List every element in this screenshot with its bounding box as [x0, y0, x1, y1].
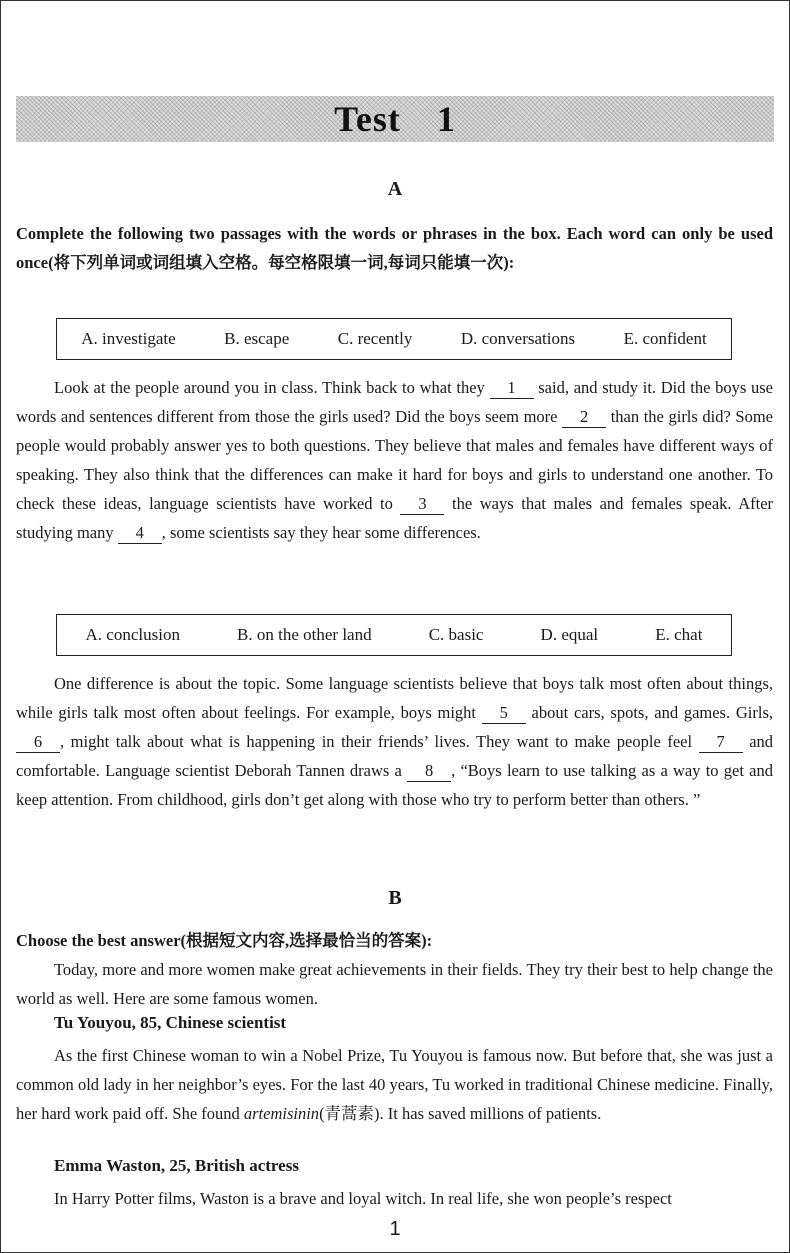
option-b: B. on the other land	[237, 625, 372, 644]
passage-1-text: said, and study it. Did the boys use words and sentences different from those the girls used? Did the boys seem more	[16, 378, 774, 426]
section-a-instruction: Complete the following two passages with the words or phrases in the box. Each word can only be used once(将下列单词或词组填入空格。每空格限填一词,每词只能填一次):	[16, 224, 773, 272]
blank-8[interactable]: 8	[407, 761, 451, 782]
title-banner	[16, 96, 774, 142]
option-e: E. chat	[655, 625, 703, 644]
page-title: Test 1	[334, 99, 456, 139]
person-2-text: In Harry Potter films, Waston is a brave and loyal witch. In real life, she won people’s respect	[54, 1189, 672, 1208]
option-d: D. conversations	[460, 329, 576, 348]
blank-6[interactable]: 6	[16, 732, 60, 753]
section-b-instruction: Choose the best answer(根据短文内容,选择最恰当的答案):	[16, 931, 433, 950]
blank-5[interactable]: 5	[482, 703, 526, 724]
option-e: E. confident	[623, 329, 707, 348]
passage-1-text: Look at the people around you in class. Think back to what they	[54, 378, 485, 397]
person-1-heading: Tu Youyou, 85, Chinese scientist	[54, 1013, 287, 1032]
option-c: C. basic	[428, 625, 484, 644]
blank-7[interactable]: 7	[699, 732, 743, 753]
person-2-heading: Emma Waston, 25, British actress	[54, 1156, 299, 1175]
passage-2-text: about cars, spots, and games. Girls,	[531, 703, 773, 722]
passage-2	[16, 669, 773, 814]
person-1-term: artemisinin	[243, 1104, 320, 1123]
passage-1-text: , some scientists say they hear some differences.	[161, 523, 481, 542]
option-a: A. investigate	[81, 329, 176, 348]
option-d: D. equal	[540, 625, 599, 644]
option-b: B. escape	[224, 329, 290, 348]
passage-2-text: One difference is about the topic. Some language scientists believe that boys talk most often about things, while girls talk most often about feelings. For example, boys might	[16, 674, 773, 722]
page-number: 1	[389, 1218, 401, 1240]
passage-2-text: , “Boys learn to use talking as a way to get and keep attention. From childhood, girls don’t get along with those who try to perform better than others. ”	[16, 761, 773, 809]
section-b-intro: Today, more and more women make great achievements in their fields. They try their best to help change the world as well. Here are some famous women.	[16, 960, 773, 1008]
section-a-heading: A	[387, 178, 403, 200]
word-box-2	[56, 614, 732, 656]
blank-4[interactable]: 4	[118, 523, 162, 544]
person-1-text	[16, 1041, 773, 1128]
person-1-body: (青蒿素). It has saved millions of patients.	[319, 1104, 602, 1123]
option-c: C. recently	[337, 329, 413, 348]
blank-3[interactable]: 3	[400, 494, 444, 515]
passage-1-text: the ways that males and females speak. After studying many	[16, 494, 774, 542]
person-1-body: As the first Chinese woman to win a Nobel Prize, Tu Youyou is famous now. But before that, she was just a common old lady in her neighbor’s eyes. For the last 40 years, Tu worked in traditional Chinese medicine. Finally, her hard work paid off. She found	[16, 1046, 773, 1123]
option-a: A. conclusion	[85, 625, 180, 644]
word-box-1	[56, 318, 732, 360]
blank-1[interactable]: 1	[490, 378, 534, 399]
passage-2-text: and comfortable. Language scientist Deborah Tannen draws a	[16, 732, 774, 780]
blank-2[interactable]: 2	[562, 407, 606, 428]
passage-1-text: than the girls did? Some people would probably answer yes to both questions. They believe that males and females have different ways of speaking. They also think that the differences can make it hard for boys and girls to understand one another. To check these ideas, language scientists have worked to	[16, 407, 774, 513]
passage-2-text: , might talk about what is happening in their friends’ lives. They want to make people feel	[60, 732, 693, 751]
passage-1	[16, 373, 773, 547]
section-b-heading: B	[388, 887, 402, 909]
